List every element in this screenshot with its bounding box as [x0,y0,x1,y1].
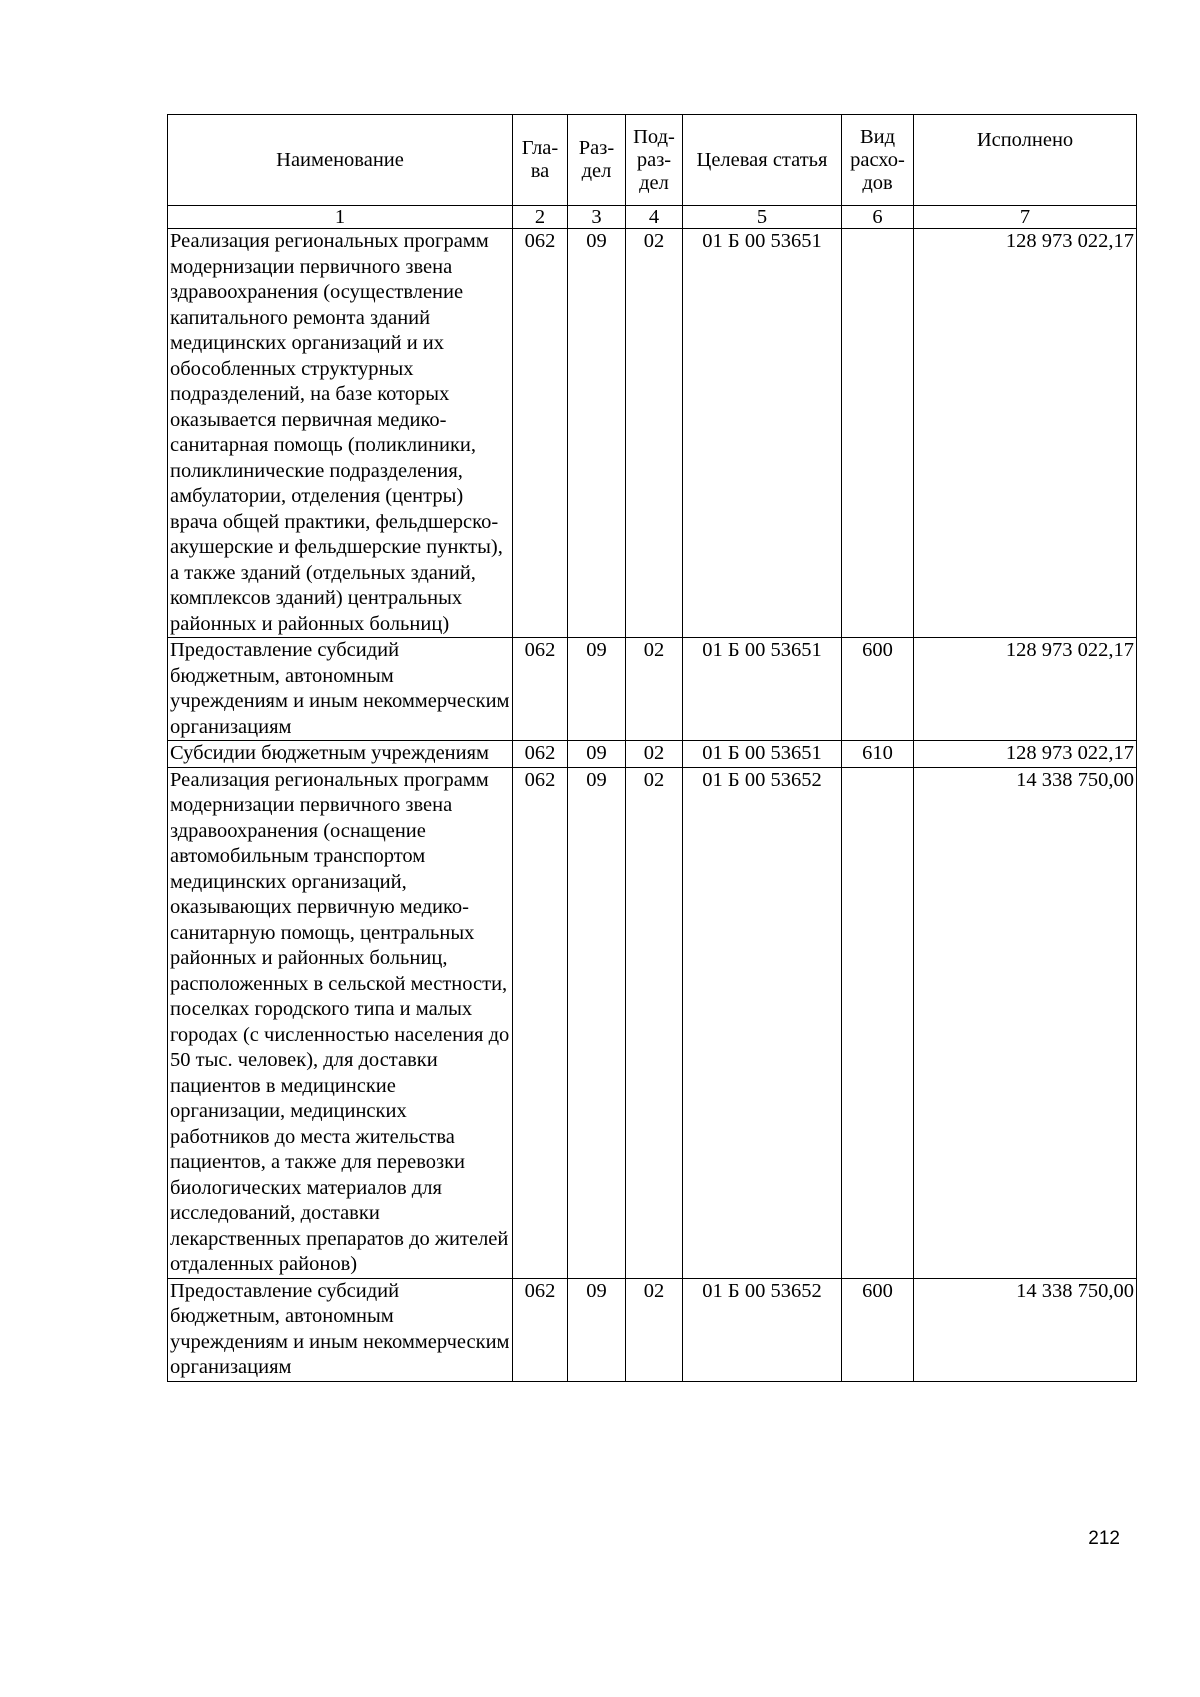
row-podrazdel: 02 [626,638,683,741]
row-razdel: 09 [568,229,626,638]
column-number-row [168,206,1137,229]
row-executed: 128 973 022,17 [914,229,1137,638]
header-target-label: Целевая статья [696,148,828,171]
header-target [683,115,842,206]
table-row [168,638,1137,741]
page-number: 212 [1088,1528,1120,1549]
table-row [168,1278,1137,1381]
row-podrazdel: 02 [626,1278,683,1381]
row-razdel: 09 [568,1278,626,1381]
table-row [168,229,1137,638]
column-number: 7 [914,206,1137,229]
header-razdel-label: Раз- дел [578,137,615,182]
row-name: Реализация региональных программ модернизации первичного звена здравоохранения (осуществление капитального ремонта зданий медицинских организаций и их обособленных структурных подразделений, на базе которых оказывается первичная медико-санитарная помощь (поликлиники, поликлинические подразделения, амбулатории, отделения (центры) врача общей практики, фельдшерско-акушерские и фельдшерские пункты), а также зданий (отдельных зданий, комплексов зданий) центральных районных и районных больниц) [168,229,513,638]
row-glava: 062 [513,638,568,741]
header-podrazdel [626,115,683,206]
row-glava: 062 [513,741,568,768]
row-executed: 128 973 022,17 [914,741,1137,768]
row-podrazdel: 02 [626,741,683,768]
row-vid: 600 [842,638,914,741]
header-executed-label: Исполнено [976,129,1074,151]
table-row [168,767,1137,1278]
column-number: 4 [626,206,683,229]
row-name: Предоставление субсидий бюджетным, автономным учреждениям и иным некоммерческим организациям [168,1278,513,1381]
column-number: 3 [568,206,626,229]
row-podrazdel: 02 [626,229,683,638]
row-glava: 062 [513,1278,568,1381]
header-podrazdel-label: Под- раз- дел [633,125,675,194]
header-vid [842,115,914,206]
row-podrazdel: 02 [626,767,683,1278]
header-executed [914,115,1137,206]
row-target: 01 Б 00 53652 [683,1278,842,1381]
row-razdel: 09 [568,638,626,741]
row-executed: 14 338 750,00 [914,1278,1137,1381]
row-executed: 128 973 022,17 [914,638,1137,741]
row-name: Реализация региональных программ модернизации первичного звена здравоохранения (оснащение автомобильным транспортом медицинских организаций, оказывающих первичную медико-санитарную помощь, центральных районных и районных больниц, расположенных в сельской местности, поселках городского типа и малых городах (с численностью населения до 50 тыс. человек), для доставки пациентов в медицинские организации, медицинских работников до места жительства пациентов, а также для перевозки биологических материалов для исследований, доставки лекарственных препаратов до жителей отдаленных районов) [168,767,513,1278]
budget-execution-table [167,114,1137,1382]
row-razdel: 09 [568,767,626,1278]
row-target: 01 Б 00 53651 [683,638,842,741]
column-number: 1 [168,206,513,229]
row-target: 01 Б 00 53651 [683,229,842,638]
header-glava-label: Гла- ва [521,137,559,182]
row-vid: 610 [842,741,914,768]
row-glava: 062 [513,767,568,1278]
column-number: 6 [842,206,914,229]
row-target: 01 Б 00 53651 [683,741,842,768]
row-glava: 062 [513,229,568,638]
header-glava [513,115,568,206]
row-vid: 600 [842,1278,914,1381]
row-name: Предоставление субсидий бюджетным, автономным учреждениям и иным некоммерческим организациям [168,638,513,741]
header-vid-label: Вид расхо- дов [850,125,905,194]
row-target: 01 Б 00 53652 [683,767,842,1278]
row-name: Субсидии бюджетным учреждениям [168,741,513,768]
row-razdel: 09 [568,741,626,768]
table-row [168,741,1137,768]
column-number: 5 [683,206,842,229]
row-vid [842,767,914,1278]
header-name [168,115,513,206]
header-row [168,115,1137,206]
column-number: 2 [513,206,568,229]
header-name-label: Наименование [276,148,404,171]
header-razdel [568,115,626,206]
row-vid [842,229,914,638]
row-executed: 14 338 750,00 [914,767,1137,1278]
